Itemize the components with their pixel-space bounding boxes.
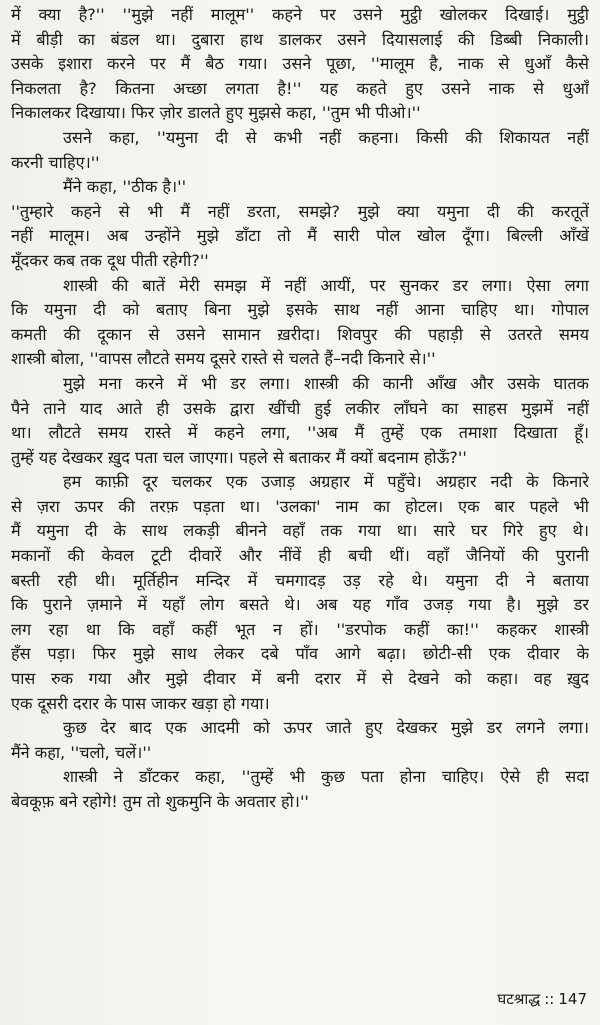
text-line: उसने कहा, ''यमुना दी से कभी नहीं कहना। किसी की शिकायत नहीं xyxy=(63,127,589,147)
text-line: शास्त्री ने डाँटकर कहा, ''तुम्हें भी कुछ पता होना चाहिए। ऐसे ही सदा xyxy=(63,767,589,787)
text-line: हँस पड़ा। फिर मुझे साथ लेकर दबे पाँव आगे बढ़ा। छोटी-सी एक दीवार के xyxy=(11,644,589,664)
text-line: मुझे मना करने में भी डर लगा। शास्त्री की कानी आँख और उसके घातक xyxy=(63,373,589,393)
page-footer xyxy=(497,989,587,1009)
text-line: कमती की दूकान से उसने सामान ख़रीदा। शिवपुर की पहाड़ी से उतरते समय xyxy=(11,324,589,344)
text-line: बस्ती रही थी। मूर्तिहीन मन्दिर में चमगादड़ उड़ रहे थे। यमुना दी ने बताया xyxy=(11,570,589,590)
text-line: शास्त्री की बातें मेरी समझ में नहीं आयीं, पर सुनकर डर लगा। ऐसा लगा xyxy=(63,275,589,295)
text-line: ''तुम्हारे कहने से भी मैं नहीं डरता, समझे? मुझे क्या यमुना दी की करतूतें xyxy=(11,201,589,221)
text-line: था। लौटते समय रास्ते में कहने लगा, ''अब मैं तुम्हें एक तमाशा दिखाता हूँ। xyxy=(11,423,589,443)
text-line: मैंने कहा, ''ठीक है।'' xyxy=(63,177,187,197)
text-line: कुछ देर बाद एक आदमी को ऊपर जाते हुए देखकर मुझे डर लगने लगा। xyxy=(63,718,589,738)
text-line: पैने ताने याद आते ही उसके द्वारा खींची हुई लकीर लाँघने का साहस मुझमें नहीं xyxy=(11,398,589,418)
text-line: कि यमुना दी को बताए बिना मुझे इसके साथ नहीं आना चाहिए था। गोपाल xyxy=(11,300,589,320)
text-line: में क्या है?'' ''मुझे नहीं मालूम'' कहने पर उसने मुट्ठी खोलकर दिखाई। मुट्ठी xyxy=(11,5,589,24)
text-line: उसके इशारा करने पर मैं बैठ गया। उसने पूछा, ''मालूम है, नाक से धुआँ कैसे xyxy=(11,54,589,74)
text-line: शास्त्री बोला, ''वापस लौटते समय दूसरे रास्ते से चलते हैं–नदी किनारे से।'' xyxy=(11,349,436,369)
text-line: लग रहा था कि वहाँ कहीं भूत न हों। ''डरपोक कहीं का!'' कहकर शास्त्री xyxy=(11,619,589,639)
text-line: निकलता है? कितना अच्छा लगता है!'' यह कहते हुए उसने नाक से धुआँ xyxy=(11,78,589,98)
text-line: करनी चाहिए।'' xyxy=(11,152,100,172)
text-line: एक दूसरी दरार के पास जाकर खड़ा हो गया। xyxy=(11,693,270,713)
text-line: मूँदकर कब तक दूध पीती रहेगी?'' xyxy=(11,250,209,270)
text-line: मैं यमुना दी के साथ लकड़ी बीनने वहाँ तक गया था। सारे घर गिरे हुए थे। xyxy=(11,521,589,541)
page-number: 147 xyxy=(558,990,587,1008)
text-line: मैंने कहा, ''चलो, चलें।'' xyxy=(11,742,152,762)
text-line: से ज़रा ऊपर की तरफ़ पड़ता था। 'उलका' नाम का होटल। एक बार पहले भी xyxy=(11,496,589,516)
text-line: मकानों की केवल टूटी दीवारें और नींवें ही बची थीं। वहाँ जैनियों की पुरानी xyxy=(11,546,589,566)
text-line: हम काफ़ी दूर चलकर एक उजाड़ अग्रहार में पहुँचे। अग्रहार नदी के किनारे xyxy=(63,472,589,492)
text-line: में बीड़ी का बंडल था। दुबारा हाथ डालकर उसने दियासलाई की डिब्बी निकाली। xyxy=(11,29,589,49)
text-line: पास रुक गया और मुझे दीवार में बनी दरार में से देखने को कहा। वह ख़ुद xyxy=(11,669,589,689)
running-title: घटश्राद्ध xyxy=(497,990,541,1008)
text-line: तुम्हें यह देखकर ख़ुद पता चल जाएगा। पहले से बताकर मैं क्यों बदनाम होऊँ?'' xyxy=(11,447,467,467)
text-line: कि पुराने ज़माने में यहाँ लोग बसते थे। अब यह गाँव उजड़ गया है। मुझे डर xyxy=(11,595,589,615)
text-line: निकालकर दिखाया। फिर ज़ोर डालते हुए मुझसे कहा, ''तुम भी पीओ।'' xyxy=(11,103,421,123)
footer-separator: :: xyxy=(544,990,555,1008)
text-line: नहीं मालूम। अब उन्होंने मुझे डाँटा तो मैं सारी पोल खोल दूँगा। बिल्ली आँखें xyxy=(11,226,589,246)
text-line: बेवकूफ़ बने रहोगे! तुम तो शुकमुनि के अवतार हो।'' xyxy=(11,792,309,811)
body-text xyxy=(11,3,589,815)
